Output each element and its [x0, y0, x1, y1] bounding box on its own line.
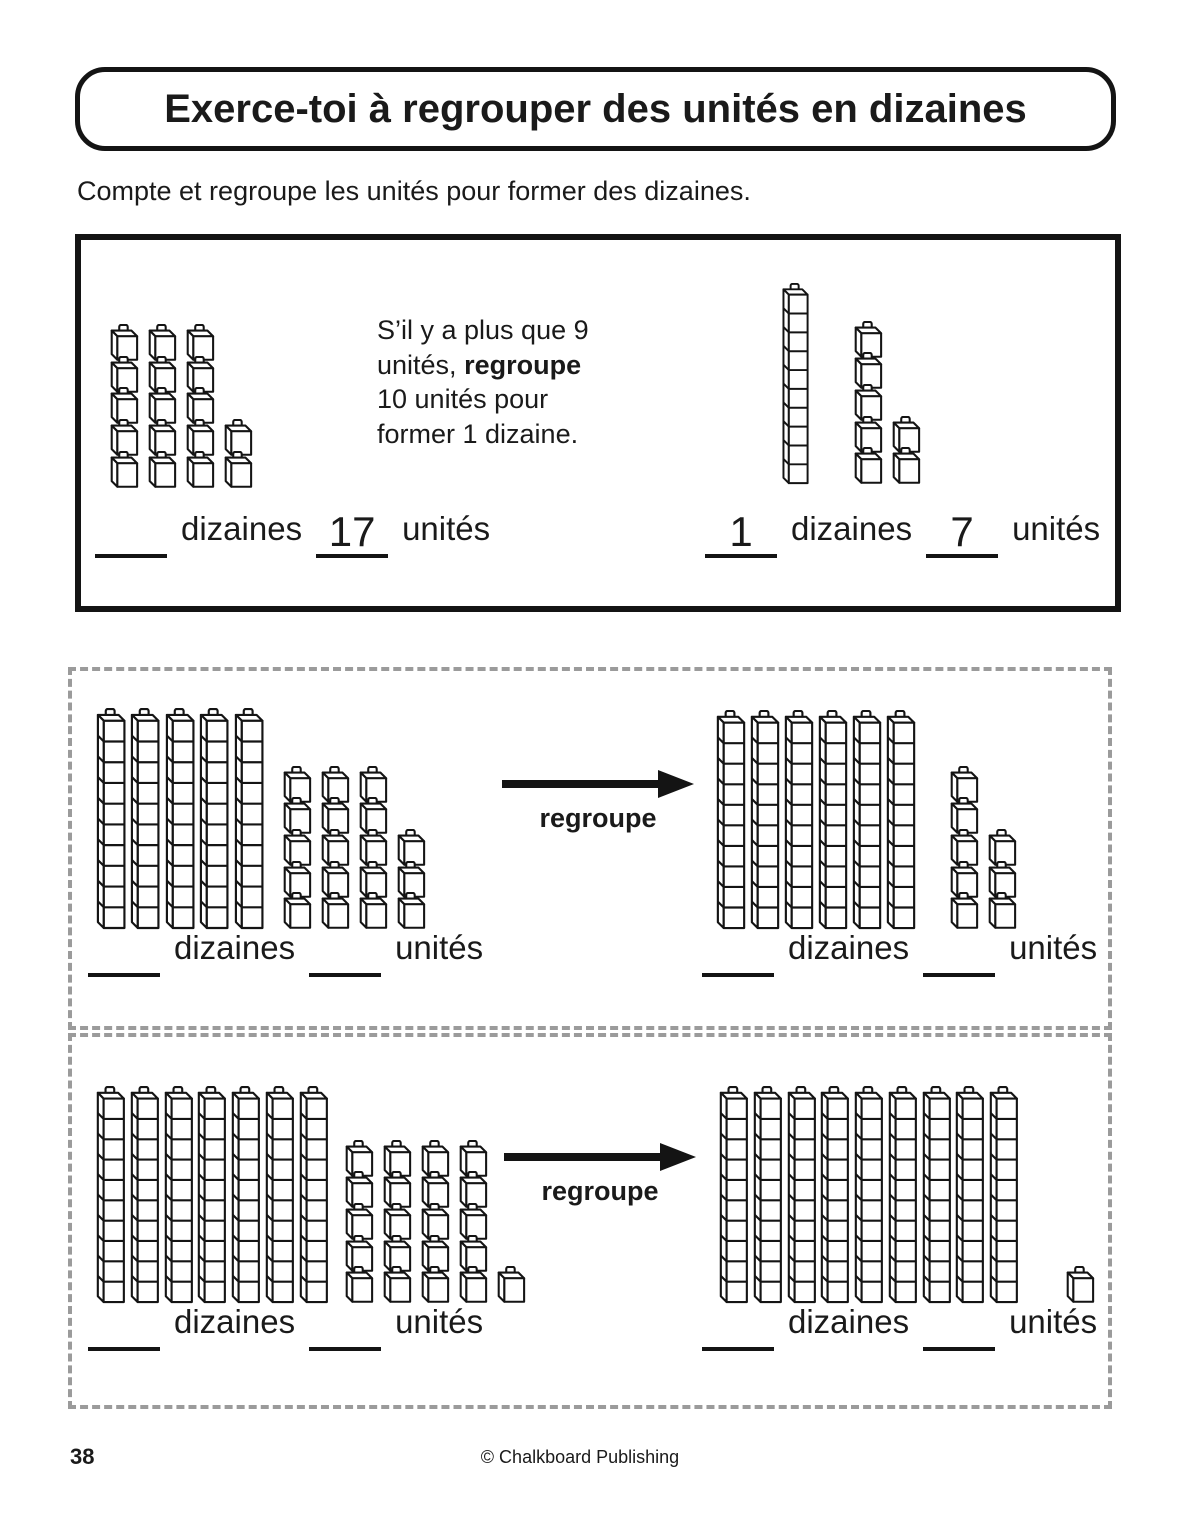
- answer-blank-unites: [923, 1347, 995, 1351]
- units-group: [342, 1140, 526, 1304]
- rods-group: [779, 283, 809, 485]
- answer-blank-unites: [309, 973, 381, 977]
- exercise1-left-answers: [88, 929, 485, 977]
- rods-group: [93, 1086, 328, 1304]
- answer-blank-dizaines: [702, 973, 774, 977]
- note-line: 10 unités pour: [377, 384, 549, 414]
- units-group: [107, 324, 253, 488]
- units-group: [947, 766, 1017, 930]
- unit-cube-icon: [1063, 1266, 1095, 1304]
- note-line: unités, regroupe: [377, 349, 582, 380]
- rods-group: [716, 1086, 1019, 1304]
- answer-blank-unites: 17: [316, 510, 388, 558]
- exercise-box-2: [68, 1033, 1112, 1409]
- unites-label: unités: [1012, 510, 1101, 547]
- tens-rod-icon: [779, 283, 809, 485]
- rods-group: [93, 708, 264, 930]
- unit-cube-icon: [456, 1266, 488, 1304]
- unites-label: unités: [1009, 1303, 1098, 1340]
- exercise2-left-blocks: [93, 1086, 526, 1304]
- tens-rod-icon: [127, 1086, 160, 1304]
- unit-cube-icon: [889, 447, 921, 485]
- tens-rod-icon: [194, 1086, 227, 1304]
- tens-rod-icon: [747, 710, 780, 930]
- example-left-answers: [95, 510, 492, 558]
- dizaines-label: dizaines: [174, 929, 296, 966]
- instruction-text: Compte et regroupe les unités pour former des dizaines.: [77, 176, 751, 206]
- unites-label: unités: [402, 510, 491, 547]
- tens-rod-icon: [162, 708, 195, 930]
- exercise1-right-blocks: [713, 710, 1017, 930]
- tens-rod-icon: [815, 710, 848, 930]
- unit-cube-icon: [318, 892, 350, 930]
- unites-label: unités: [395, 929, 484, 966]
- dizaines-label: dizaines: [788, 1303, 910, 1340]
- unit-cube-icon: [356, 892, 388, 930]
- note-line: S’il y a plus que 9: [377, 315, 589, 345]
- answer-blank-dizaines: [88, 973, 160, 977]
- tens-rod-icon: [93, 708, 126, 930]
- arrow-right-icon: [502, 769, 694, 799]
- exercise2-left-answers: [88, 1303, 485, 1351]
- unites-label: unités: [395, 1303, 484, 1340]
- tens-rod-icon: [986, 1086, 1019, 1304]
- units-row: [280, 892, 426, 930]
- units-row: [851, 447, 921, 485]
- example-right-blocks: [779, 283, 921, 485]
- tens-rod-icon: [750, 1086, 783, 1304]
- tens-rod-icon: [93, 1086, 126, 1304]
- unit-cube-icon: [985, 892, 1017, 930]
- regroupe-arrow-block: [498, 769, 698, 834]
- unit-cube-icon: [221, 451, 253, 489]
- unit-cube-icon: [183, 451, 215, 489]
- units-group: [851, 321, 921, 485]
- answer-blank-dizaines: [88, 1347, 160, 1351]
- tens-rod-icon: [784, 1086, 817, 1304]
- exercise-box-1: [68, 667, 1112, 1030]
- example-left-blocks: [107, 324, 253, 488]
- tens-rod-icon: [713, 710, 746, 930]
- unit-cube-icon: [418, 1266, 450, 1304]
- arrow-right-icon: [504, 1142, 696, 1172]
- unit-cube-icon: [394, 892, 426, 930]
- answer-blank-unites: 7: [926, 510, 998, 558]
- tens-rod-icon: [919, 1086, 952, 1304]
- title-box: [75, 67, 1116, 151]
- exercise1-right-answers: [702, 929, 1099, 977]
- tens-rod-icon: [885, 1086, 918, 1304]
- dizaines-label: dizaines: [181, 510, 303, 547]
- unit-cube-icon: [280, 892, 312, 930]
- exercise2-right-blocks: [716, 1086, 1095, 1304]
- dizaines-label: dizaines: [788, 929, 910, 966]
- dizaines-label: dizaines: [174, 1303, 296, 1340]
- answer-blank-unites: [309, 1347, 381, 1351]
- tens-rod-icon: [262, 1086, 295, 1304]
- tens-rod-icon: [228, 1086, 261, 1304]
- units-group: [280, 766, 426, 930]
- tens-rod-icon: [161, 1086, 194, 1304]
- answer-blank-dizaines: 1: [705, 510, 777, 558]
- units-row: [107, 451, 253, 489]
- tens-rod-icon: [716, 1086, 749, 1304]
- tens-rod-icon: [196, 708, 229, 930]
- unites-label: unités: [1009, 929, 1098, 966]
- unit-cube-icon: [380, 1266, 412, 1304]
- exercise1-left-blocks: [93, 708, 426, 930]
- tens-rod-icon: [231, 708, 264, 930]
- answer-blank-dizaines: [95, 554, 167, 558]
- tens-rod-icon: [851, 1086, 884, 1304]
- page-number: 38: [70, 1444, 95, 1469]
- unit-cube-icon: [342, 1266, 374, 1304]
- example-right-answers: [705, 510, 1102, 558]
- copyright-text: © Chalkboard Publishing: [480, 1447, 680, 1467]
- tens-rod-icon: [127, 708, 160, 930]
- tens-rod-icon: [296, 1086, 329, 1304]
- tens-rod-icon: [817, 1086, 850, 1304]
- note-line: former 1 dizaine.: [377, 418, 579, 449]
- unit-cube-icon: [494, 1266, 526, 1304]
- answer-blank-unites: [923, 973, 995, 977]
- regroupe-label: regroupe: [539, 803, 657, 833]
- tens-rod-icon: [781, 710, 814, 930]
- answer-blank-dizaines: [702, 1347, 774, 1351]
- regroupe-label: regroupe: [541, 1176, 659, 1206]
- units-group: [1063, 1266, 1095, 1304]
- units-row: [342, 1266, 526, 1304]
- tens-rod-icon: [883, 710, 916, 930]
- unit-cube-icon: [145, 451, 177, 489]
- unit-cube-icon: [947, 892, 979, 930]
- example-box: [75, 234, 1121, 612]
- tens-rod-icon: [952, 1086, 985, 1304]
- regroupe-arrow-block: [500, 1142, 700, 1207]
- dizaines-label: dizaines: [791, 510, 913, 547]
- unit-cube-icon: [851, 447, 883, 485]
- units-row: [947, 892, 1017, 930]
- units-row: [1063, 1266, 1095, 1304]
- tens-rod-icon: [849, 710, 882, 930]
- rods-group: [713, 710, 917, 930]
- unit-cube-icon: [107, 451, 139, 489]
- exercise2-right-answers: [702, 1303, 1099, 1351]
- page-title: Exerce-toi à regrouper des unités en dizaines: [164, 86, 1027, 131]
- example-note: [377, 313, 589, 451]
